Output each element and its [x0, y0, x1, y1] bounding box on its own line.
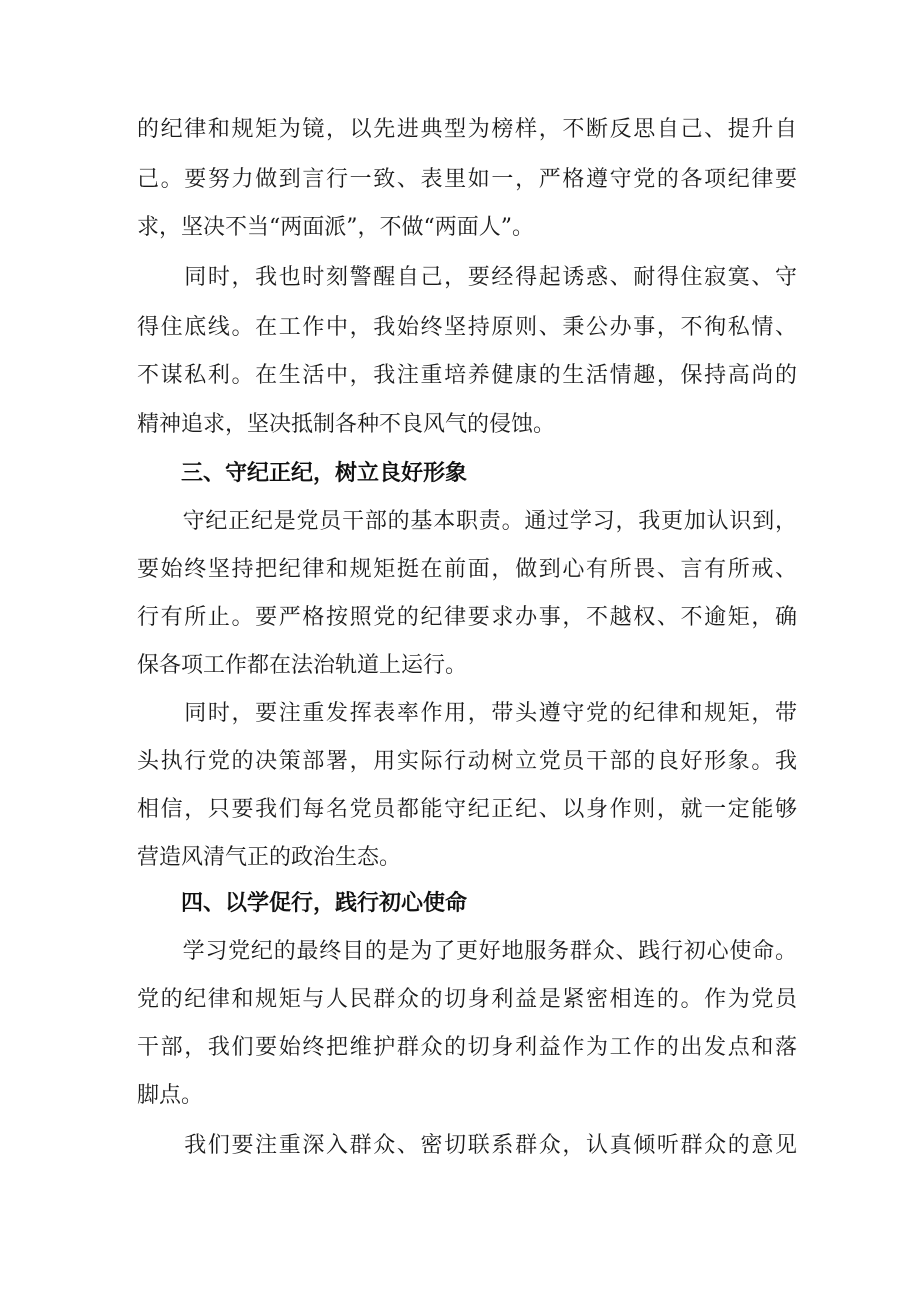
- body-text-line: 不谋私利。在生活中，我注重培养健康的生活情趣，保持高尚的: [137, 363, 797, 388]
- body-text-line: 头执行党的决策部署，用实际行动树立党员干部的良好形象。我: [137, 749, 797, 774]
- body-text-line: 己。要努力做到言行一致、表里如一，严格遵守党的各项纪律要: [137, 167, 797, 192]
- section-heading-3: 三、守纪正纪，树立良好形象: [181, 461, 468, 486]
- body-text-line: 相信，只要我们每名党员都能守纪正纪、以身作则，就一定能够: [137, 797, 797, 822]
- body-text-line: 党的纪律和规矩与人民群众的切身利益是紧密相连的。作为党员: [137, 987, 797, 1012]
- body-text-line: 行有所止。要严格按照党的纪律要求办事，不越权、不逾矩，确: [137, 605, 797, 630]
- body-text-line: 营造风清气正的政治生态。: [137, 845, 402, 870]
- body-text-line: 干部，我们要始终把维护群众的切身利益作为工作的出发点和落: [137, 1035, 797, 1060]
- body-text-line: 的纪律和规矩为镜，以先进典型为榜样，不断反思自己、提升自: [137, 117, 797, 142]
- body-text-line: 同时，我也时刻警醒自己，要经得起诱惑、耐得住寂寞、守: [137, 265, 797, 290]
- body-text-line: 脚点。: [137, 1083, 204, 1108]
- body-text-line: 学习党纪的最终目的是为了更好地服务群众、践行初心使命。: [137, 939, 797, 964]
- section-heading-4: 四、以学促行，践行初心使命: [181, 891, 468, 916]
- body-text-line: 求，坚决不当“两面派”，不做“两面人”。: [137, 215, 534, 240]
- body-text-line: 要始终坚持把纪律和规矩挺在前面，做到心有所畏、言有所戒、: [137, 557, 797, 582]
- body-text-line: 同时，要注重发挥表率作用，带头遵守党的纪律和规矩，带: [137, 701, 797, 726]
- body-text-line: 精神追求，坚决抵制各种不良风气的侵蚀。: [137, 412, 556, 437]
- body-text-line: 得住底线。在工作中，我始终坚持原则、秉公办事，不徇私情、: [137, 315, 797, 340]
- body-text-line: 保各项工作都在法治轨道上运行。: [137, 653, 468, 678]
- body-text-line: 守纪正纪是党员干部的基本职责。通过学习，我更加认识到，: [137, 509, 797, 534]
- body-text-line: 我们要注重深入群众、密切联系群众，认真倾听群众的意见: [137, 1133, 797, 1158]
